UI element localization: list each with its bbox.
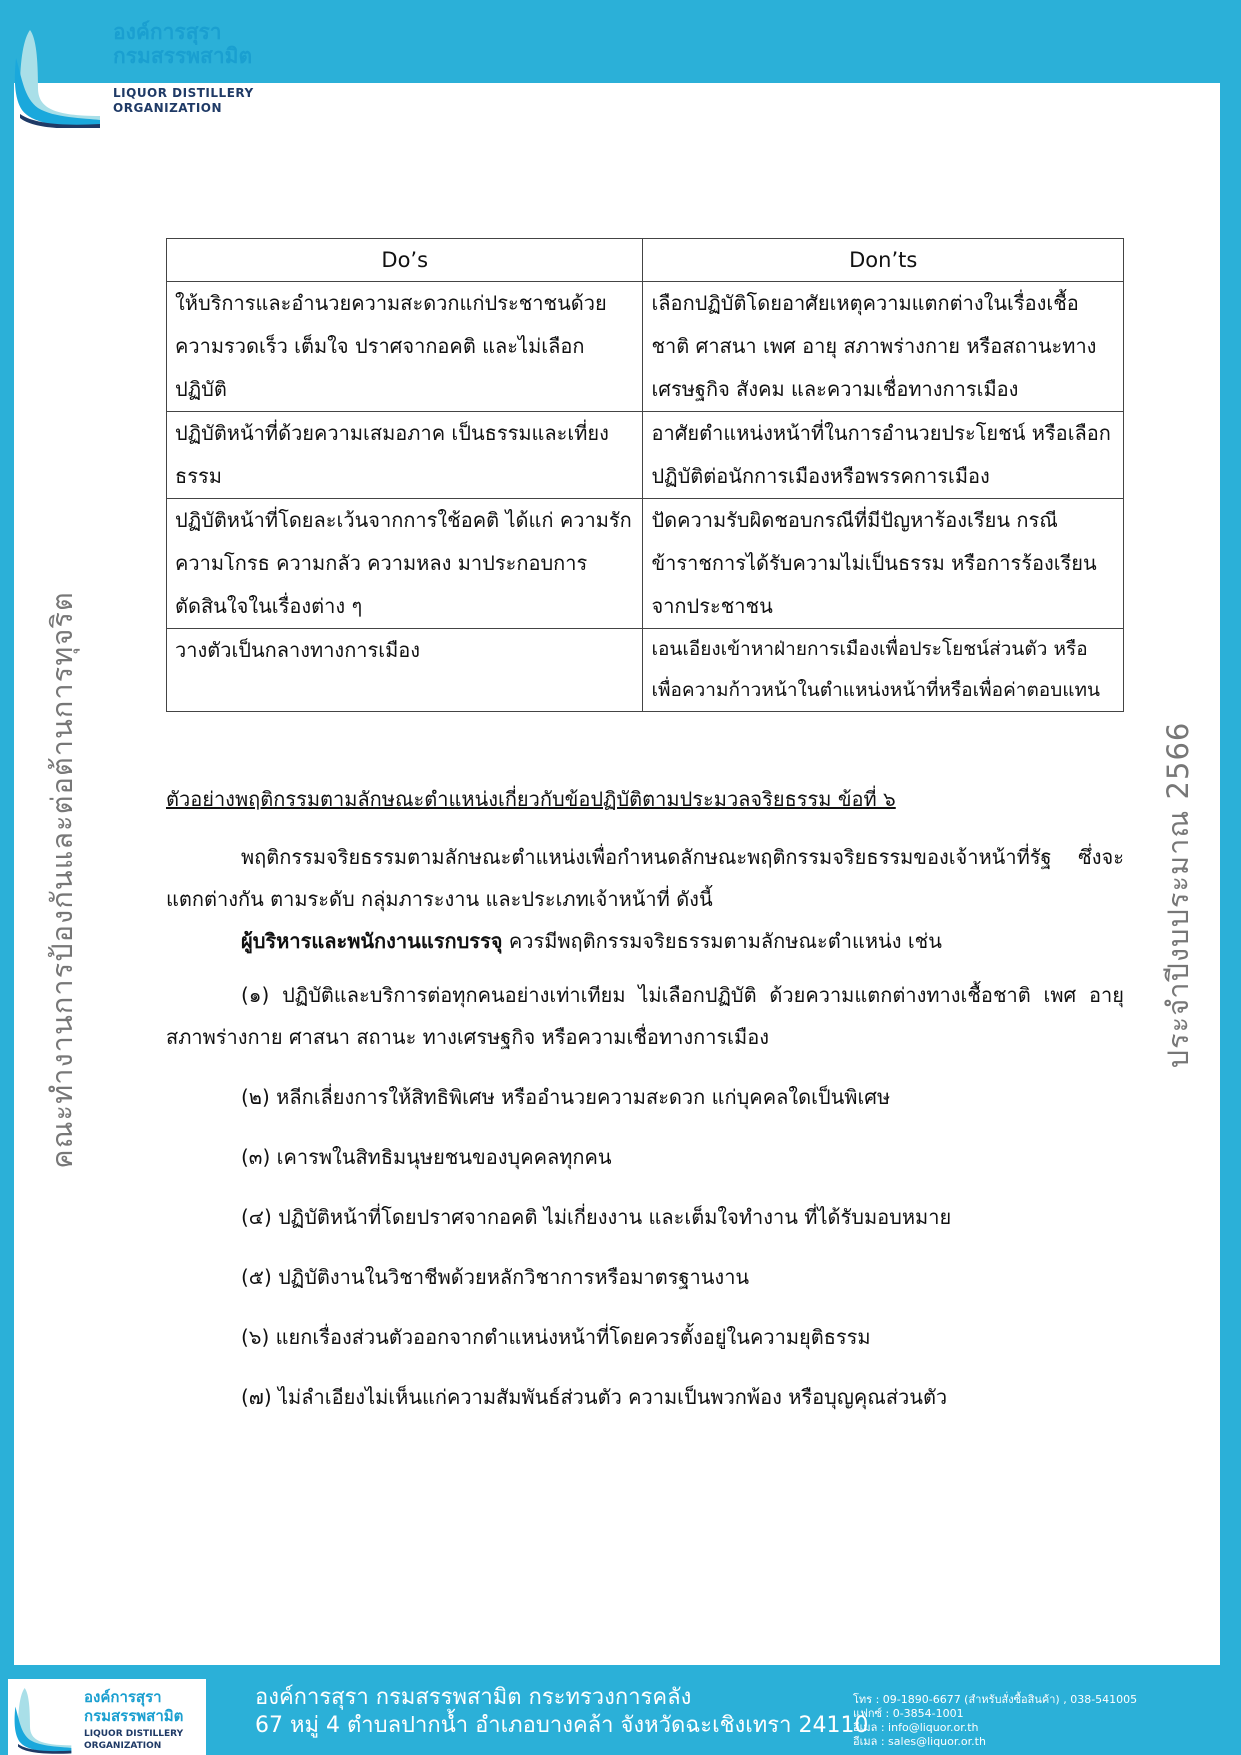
- footer-org-line: องค์การสุรา กรมสรรพสามิต กระทรวงการคลัง: [255, 1685, 692, 1710]
- list-item: (๗) ไม่ลำเอียงไม่เห็นแก่ความสัมพันธ์ส่วนตัว ความเป็นพวกพ้อง หรือบุญคุณส่วนตัว: [241, 1385, 948, 1409]
- dos-cell: ให้บริการและอำนวยความสะดวกแก่ประชาชนด้วยความรวดเร็ว เต็มใจ ปราศจากอคติ และไม่เลือกปฏิบัติ: [167, 282, 643, 412]
- section-content: [166, 778, 1124, 1418]
- header-donts: Don’ts: [643, 239, 1124, 282]
- dos-cell: วางตัวเป็นกลางทางการเมือง: [167, 629, 643, 712]
- footer-phone: โทร : 09-1890-6677 (สำหรับสั่งซื้อสินค้า) , 038-541005: [853, 1693, 1138, 1706]
- footer-logo-th-1: องค์การสุรา: [84, 1688, 162, 1706]
- footer-fax: แฟกซ์ : 0-3854-1001: [853, 1707, 964, 1720]
- list-item: (๔) ปฏิบัติหน้าที่โดยปราศจากอคติ ไม่เกี่ยงงาน และเต็มใจทำงาน ที่ได้รับมอบหมาย: [241, 1205, 952, 1229]
- dos-cell: ปฏิบัติหน้าที่โดยละเว้นจากการใช้อคติ ได้แก่ ความรัก ความโกรธ ความกลัว ความหลง มาประกอบการตัดสินใจในเรื่องต่าง ๆ: [167, 499, 643, 629]
- table-header-row: [167, 239, 1124, 282]
- list-item: (๖) แยกเรื่องส่วนตัวออกจากตำแหน่งหน้าที่โดยควรตั้งอยู่ในความยุติธรรม: [241, 1325, 871, 1349]
- footer-logo-en-1: LIQUOR DISTILLERY: [84, 1729, 184, 1739]
- donts-cell: เลือกปฏิบัติโดยอาศัยเหตุความแตกต่างในเรื่องเชื้อชาติ ศาสนา เพศ อายุ สภาพร่างกาย หรือสถานะทางเศรษฐกิจ สังคม และความเชื่อทางการเมือง: [643, 282, 1124, 412]
- intro-paragraph: พฤติกรรมจริยธรรมตามลักษณะตำแหน่งเพื่อกำหนดลักษณะพฤติกรรมจริยธรรมของเจ้าหน้าที่รัฐ ซึ่งจะแตกต่างกัน ตามระดับ กลุ่มภาระงาน และประเภทเจ้าหน้าที่ ดังนี้: [166, 845, 1124, 911]
- logo-name-en-2: ORGANIZATION: [113, 101, 223, 115]
- section-heading: ตัวอย่างพฤติกรรมตามลักษณะตำแหน่งเกี่ยวกับข้อปฏิบัติตามประมวลจริยธรรม ข้อที่ ๖: [166, 787, 896, 811]
- footer-email-info[interactable]: อีเมล : info@liquor.or.th: [853, 1721, 979, 1734]
- footer-logo: [8, 1679, 206, 1755]
- lead-rest: ควรมีพฤติกรรมจริยธรรมตามลักษณะตำแหน่ง เช่น: [502, 929, 942, 953]
- dos-donts-table: [166, 238, 1124, 712]
- lead-bold: ผู้บริหารและพนักงานแรกบรรจุ: [241, 929, 503, 953]
- logo-name-th-1: องค์การสุรา: [113, 20, 222, 44]
- list-item: (๕) ปฏิบัติงานในวิชาชีพด้วยหลักวิชาการหรือมาตรฐานงาน: [241, 1265, 750, 1289]
- header-dos: Do’s: [167, 239, 643, 282]
- header-logo: [14, 20, 274, 130]
- donts-cell: ปัดความรับผิดชอบกรณีที่มีปัญหาร้องเรียน กรณีข้าราชการได้รับความไม่เป็นธรรม หรือการร้องเรียนจากประชาชน: [643, 499, 1124, 629]
- logo-name-th-2: กรมสรรพสามิต: [113, 44, 253, 68]
- footer-contact: [853, 1693, 1137, 1749]
- footer-logo-en-2: ORGANIZATION: [84, 1741, 162, 1751]
- footer-logo-icon: [14, 1685, 74, 1755]
- footer-address-line: 67 หมู่ 4 ตำบลปากน้ำ อำเภอบางคล้า จังหวัดฉะเชิงเทรา 24110: [255, 1713, 869, 1738]
- list-item: (๒) หลีกเลี่ยงการให้สิทธิพิเศษ หรืออำนวยความสะดวก แก่บุคคลใดเป็นพิเศษ: [241, 1085, 891, 1109]
- donts-cell: อาศัยตำแหน่งหน้าที่ในการอำนวยประโยชน์ หรือเลือกปฏิบัติต่อนักการเมืองหรือพรรคการเมือง: [643, 412, 1124, 499]
- footer-email-sales[interactable]: อีเมล : sales@liquor.or.th: [853, 1735, 986, 1748]
- footer-logo-th-2: กรมสรรพสามิต: [84, 1707, 184, 1725]
- dos-cell: ปฏิบัติหน้าที่ด้วยความเสมอภาค เป็นธรรมและเที่ยงธรรม: [167, 412, 643, 499]
- table-row: [167, 412, 1124, 499]
- footer: [0, 1665, 1241, 1755]
- table-row: [167, 282, 1124, 412]
- lead-paragraph: [166, 920, 1124, 962]
- logo-name-en-1: LIQUOR DISTILLERY: [113, 86, 254, 100]
- donts-cell: เอนเอียงเข้าหาฝ่ายการเมืองเพื่อประโยชน์ส่วนตัว หรือเพื่อความก้าวหน้าในตำแหน่งหน้าที่หรือเพื่อค่าตอบแทน: [643, 629, 1124, 712]
- table-row: [167, 499, 1124, 629]
- side-caption-right: ประจำปีงบประมาณ 2566: [1161, 721, 1195, 1069]
- list-item: (๑) ปฏิบัติและบริการต่อทุกคนอย่างเท่าเทียม ไม่เลือกปฏิบัติ ด้วยความแตกต่างทางเชื้อชาติ เพศ อายุ สภาพร่างกาย ศาสนา สถานะ ทางเศรษฐกิจ หรือความเชื่อทางการเมือง: [166, 983, 1124, 1049]
- list-item: (๓) เคารพในสิทธิมนุษยชนของบุคคลทุกคน: [241, 1145, 612, 1169]
- logo-icon: [14, 28, 104, 128]
- table-row: [167, 629, 1124, 712]
- side-caption-left: คณะทำงานการป้องกันและต่อต้านการทุจริต: [45, 591, 79, 1169]
